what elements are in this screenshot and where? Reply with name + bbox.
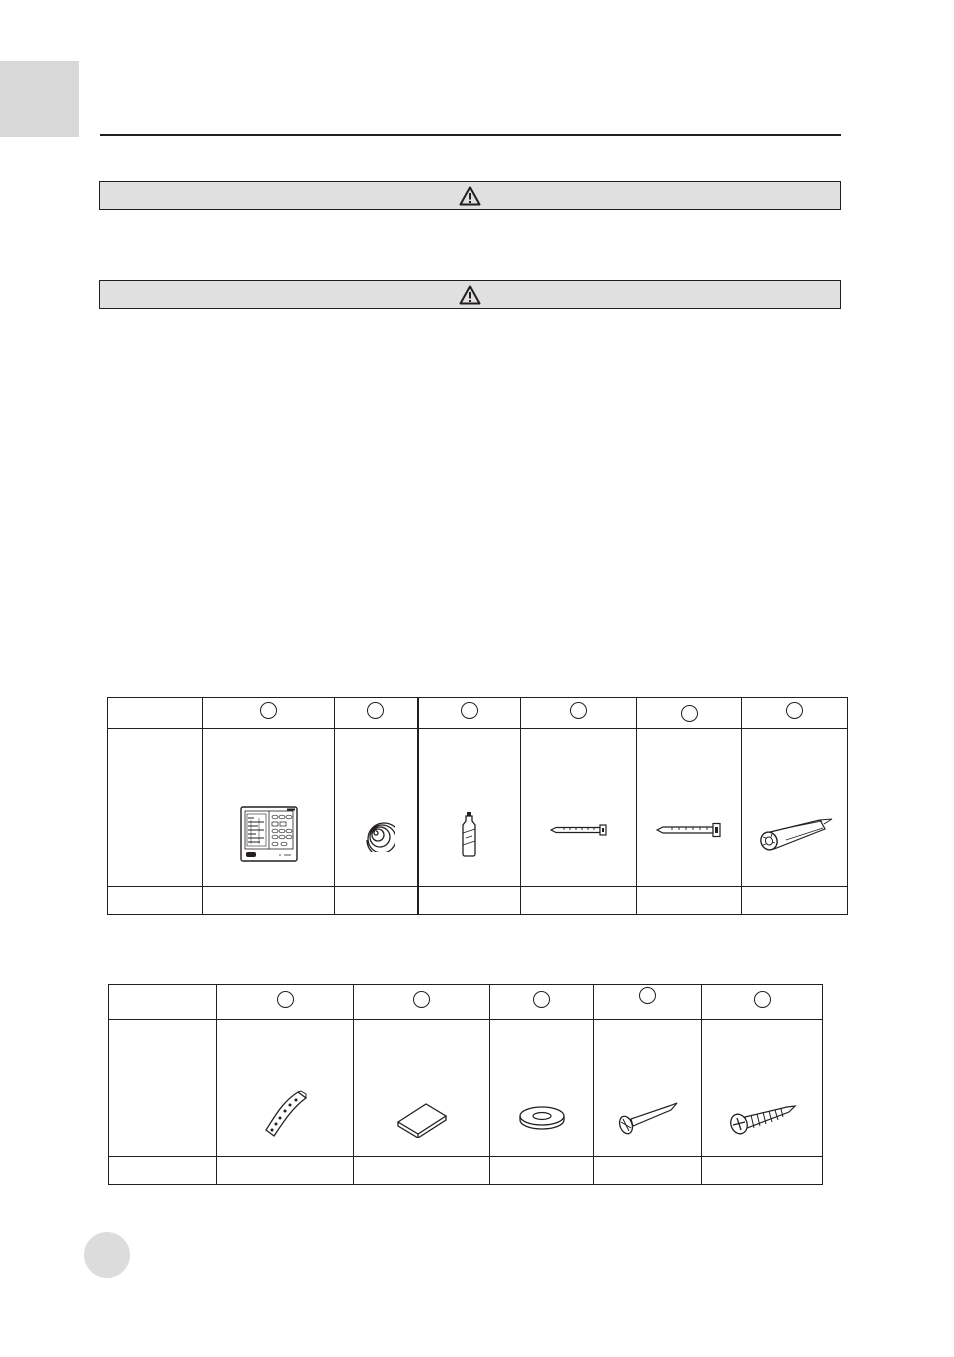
- item-number-cell: [490, 985, 594, 1020]
- item-number-circle: [533, 991, 550, 1008]
- item-number-circle: [786, 702, 803, 719]
- quantity-cell: [742, 887, 848, 915]
- item-number-cell: [335, 698, 418, 729]
- item-number-cell: [418, 698, 521, 729]
- image-cell: [637, 729, 742, 887]
- image-cell: [521, 729, 637, 887]
- quantity-cell: [490, 1157, 594, 1185]
- chapter-tab: [0, 61, 79, 137]
- wired-remote-controller-icon: [239, 806, 299, 862]
- table-row-numbers: [108, 698, 848, 729]
- caution-banner: [99, 280, 841, 309]
- row-header-cell: [109, 1020, 217, 1157]
- item-number-circle: [461, 702, 478, 719]
- quantity-cell: [335, 887, 418, 915]
- quantity-cell: [594, 1157, 702, 1185]
- image-cell: [418, 729, 521, 887]
- table-row-images: [109, 1020, 823, 1157]
- image-cell: [354, 1020, 490, 1157]
- item-number-circle: [413, 991, 430, 1008]
- tapping-screw-icon: [617, 1102, 679, 1136]
- item-number-circle: [754, 991, 771, 1008]
- row-header-cell: [108, 729, 203, 887]
- cable-tie-large-icon: [656, 822, 722, 838]
- item-number-circle: [639, 987, 656, 1004]
- accessory-table-1: [107, 697, 848, 915]
- row-header-cell: [108, 698, 203, 729]
- row-header-cell: [108, 887, 203, 915]
- table-row-images: [108, 729, 848, 887]
- item-number-cell: [742, 698, 848, 729]
- adhesive-bottle-icon: [459, 811, 479, 857]
- image-cell: [594, 1020, 702, 1157]
- header-rule: [100, 134, 841, 136]
- item-number-circle: [260, 702, 277, 719]
- table-row-numbers: [109, 985, 823, 1020]
- wall-plug-anchor-icon: [756, 817, 834, 853]
- item-number-circle: [570, 702, 587, 719]
- quantity-cell: [521, 887, 637, 915]
- item-number-cell: [203, 698, 335, 729]
- image-cell: [742, 729, 848, 887]
- warning-banner: [99, 181, 841, 210]
- item-number-cell: [354, 985, 490, 1020]
- item-number-cell: [217, 985, 354, 1020]
- image-cell: [203, 729, 335, 887]
- quantity-cell: [702, 1157, 823, 1185]
- item-number-circle: [277, 991, 294, 1008]
- item-number-cell: [594, 985, 702, 1020]
- item-number-circle: [367, 702, 384, 719]
- quantity-cell: [637, 887, 742, 915]
- image-cell: [702, 1020, 823, 1157]
- cord-clamp-strip-icon: [260, 1088, 310, 1138]
- quantity-cell: [354, 1157, 490, 1185]
- warning-triangle-icon: [459, 285, 481, 305]
- table-row-quantity: [108, 887, 848, 915]
- coiled-cable-icon: [357, 814, 395, 852]
- quantity-cell: [217, 1157, 354, 1185]
- quantity-cell: [418, 887, 521, 915]
- accessory-table-2: [108, 984, 823, 1185]
- quantity-cell: [203, 887, 335, 915]
- table-row-quantity: [109, 1157, 823, 1185]
- row-header-cell: [109, 1157, 217, 1185]
- item-number-cell: [702, 985, 823, 1020]
- cable-tie-small-icon: [550, 823, 608, 837]
- item-number-circle: [681, 705, 698, 722]
- wood-screw-icon: [727, 1103, 797, 1137]
- image-cell: [490, 1020, 594, 1157]
- page-number-badge: [84, 1232, 130, 1278]
- image-cell: [217, 1020, 354, 1157]
- flat-washer-icon: [518, 1105, 566, 1131]
- warning-triangle-icon: [459, 186, 481, 206]
- image-cell: [335, 729, 418, 887]
- row-header-cell: [109, 985, 217, 1020]
- item-number-cell: [637, 698, 742, 729]
- manual-booklet-icon: [396, 1098, 448, 1138]
- item-number-cell: [521, 698, 637, 729]
